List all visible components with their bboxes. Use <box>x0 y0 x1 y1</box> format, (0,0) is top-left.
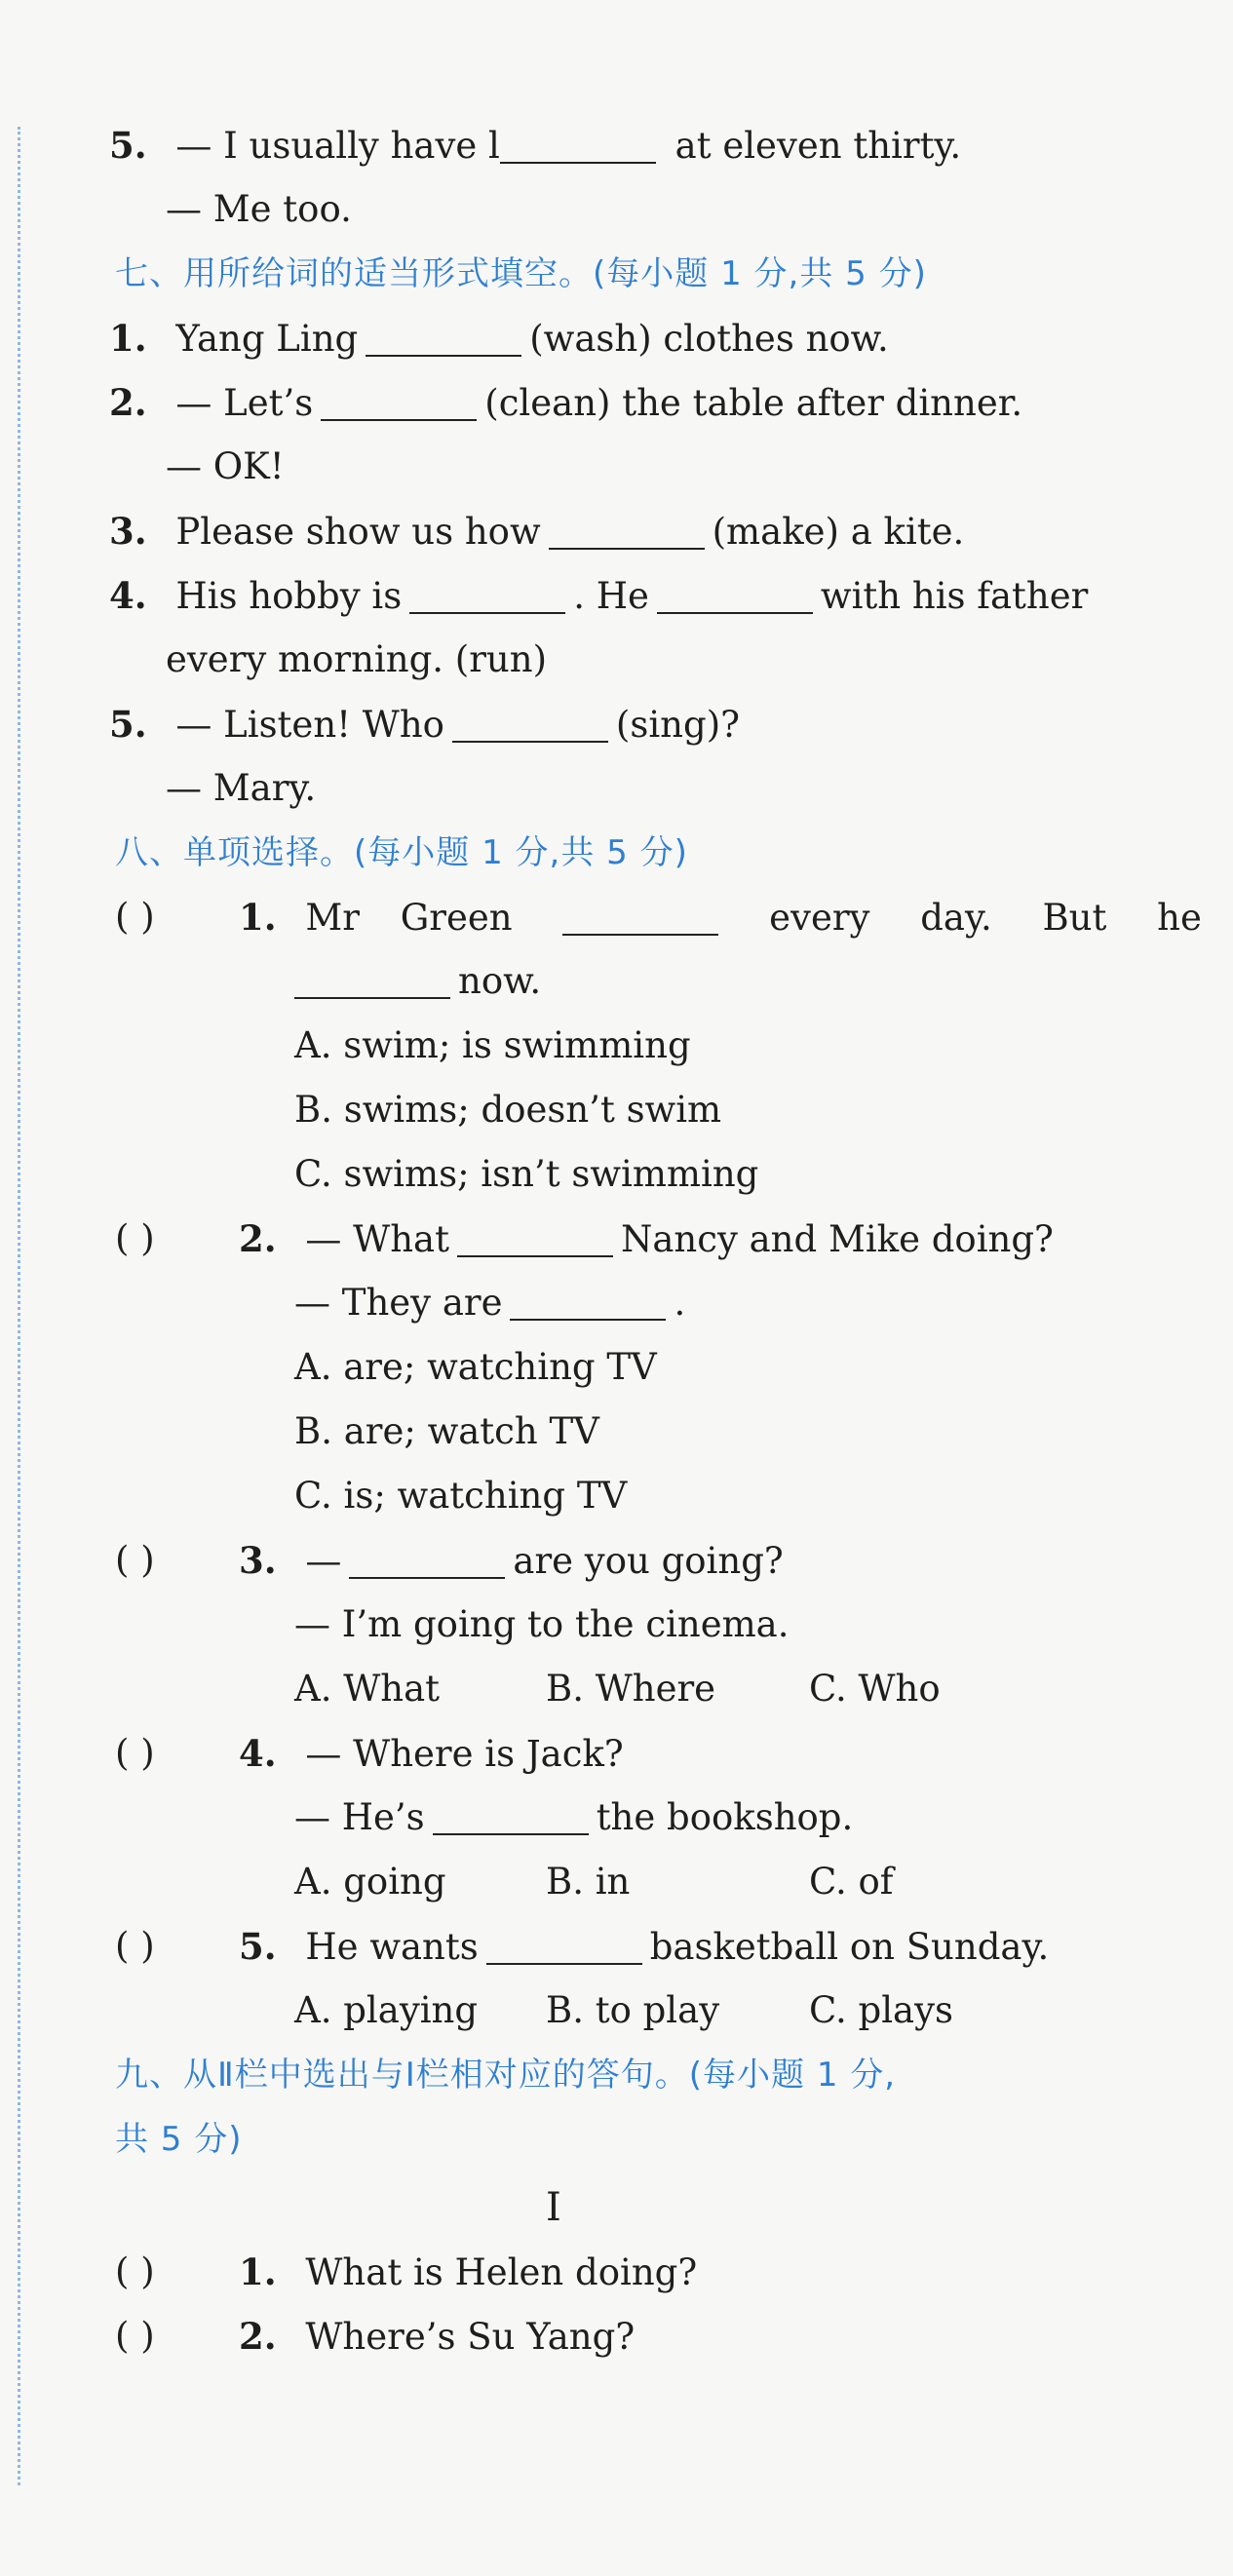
s9-q2-text <box>239 2312 635 2361</box>
answer-blank[interactable] <box>321 383 477 421</box>
s8-q1-line <box>115 893 155 942</box>
question-text: — Where is Jack? <box>305 1733 624 1775</box>
question-text: now. <box>458 960 542 1002</box>
s8-q3-cont: — I’m going to the cinema. <box>294 1603 790 1645</box>
question-text: His hobby is <box>175 575 403 617</box>
s7-q3-line <box>109 507 964 556</box>
question-number: 5. <box>109 124 147 167</box>
question-text: . He <box>573 575 649 617</box>
section-9-heading-cont: 共 5 分) <box>115 2120 243 2159</box>
s6-q5-line <box>109 121 961 170</box>
s7-q5-line <box>109 700 740 749</box>
question-text: at eleven thirty. <box>674 125 962 167</box>
question-number: 3. <box>109 510 147 553</box>
word: Mr <box>305 897 360 939</box>
s8-q2-paren[interactable]: ( ) <box>115 1217 155 1259</box>
question-text: — He’s <box>294 1796 425 1838</box>
s9-q2-paren[interactable]: ( ) <box>115 2315 155 2357</box>
s9-q1-paren[interactable]: ( ) <box>115 2250 155 2292</box>
question-text: What is Helen doing? <box>305 2251 698 2293</box>
s8-q4-text <box>239 1729 624 1778</box>
s8-q5-option-a: A. playing <box>294 1989 479 2031</box>
s8-q2-option-c: C. is; watching TV <box>294 1475 628 1517</box>
question-number: 3. <box>239 1539 277 1582</box>
question-number: 5. <box>239 1925 277 1968</box>
question-number: 1. <box>109 317 147 360</box>
s8-q5-paren[interactable]: ( ) <box>115 1925 155 1967</box>
s8-q3-option-b: B. Where <box>546 1668 716 1710</box>
question-text: with his father <box>820 575 1089 617</box>
answer-blank[interactable] <box>500 126 656 164</box>
question-text: (make) a kite. <box>712 511 965 553</box>
question-number: 2. <box>109 381 147 424</box>
s8-q5-option-c: C. plays <box>809 1989 953 2031</box>
word: Green <box>400 897 513 939</box>
s8-q1-option-b: B. swims; doesn’t swim <box>294 1089 722 1131</box>
s8-q1-cont <box>294 957 541 1006</box>
s8-q5-option-b: B. to play <box>546 1989 720 2031</box>
question-text: — <box>305 1540 342 1582</box>
word: every <box>769 897 870 939</box>
answer-paren[interactable]: ( ) <box>115 896 155 938</box>
question-text: . <box>674 1282 686 1324</box>
s8-q4-paren[interactable]: ( ) <box>115 1732 155 1774</box>
section-7-heading: 七、用所给词的适当形式填空。(每小题 1 分,共 5 分) <box>115 254 927 293</box>
s8-q2-text <box>239 1214 1054 1263</box>
question-text: Where’s Su Yang? <box>305 2316 636 2358</box>
question-number: 2. <box>239 1217 277 1260</box>
s6-q5-reply: — Me too. <box>166 188 352 230</box>
s7-q5-reply: — Mary. <box>166 767 317 809</box>
question-text: basketball on Sunday. <box>649 1926 1050 1968</box>
word: day. <box>920 897 992 939</box>
question-text: He wants <box>305 1926 479 1968</box>
question-text: the bookshop. <box>596 1796 854 1838</box>
question-number: 5. <box>109 703 147 746</box>
answer-blank[interactable] <box>562 898 718 936</box>
question-text: Nancy and Mike doing? <box>620 1218 1054 1260</box>
s7-q4-cont: every morning. (run) <box>166 638 548 680</box>
answer-blank[interactable] <box>549 512 705 550</box>
answer-blank[interactable] <box>409 576 565 614</box>
section-8-heading: 八、单项选择。(每小题 1 分,共 5 分) <box>115 833 688 872</box>
s8-q2-option-a: A. are; watching TV <box>294 1346 657 1388</box>
question-number: 1. <box>239 896 277 939</box>
question-text: (sing)? <box>615 704 740 746</box>
word: But <box>1042 897 1107 939</box>
answer-blank[interactable] <box>486 1927 642 1965</box>
s8-q1-text <box>239 893 1202 942</box>
s8-q4-option-c: C. of <box>809 1861 894 1903</box>
s7-q2-reply: — OK! <box>166 445 285 487</box>
question-text: — They are <box>294 1282 503 1324</box>
s8-q3-option-c: C. Who <box>809 1668 941 1710</box>
question-text: (wash) clothes now. <box>529 318 889 360</box>
s8-q4-cont <box>294 1793 853 1842</box>
question-text: — Listen! Who <box>175 704 444 746</box>
answer-blank[interactable] <box>349 1541 505 1579</box>
s8-q3-text <box>239 1536 784 1585</box>
s8-q2-cont <box>294 1279 685 1327</box>
answer-blank[interactable] <box>452 705 608 743</box>
s9-q1-text <box>239 2248 697 2296</box>
question-number: 1. <box>239 2250 277 2293</box>
section-9-heading: 九、从Ⅱ栏中选出与Ⅰ栏相对应的答句。(每小题 1 分, <box>115 2056 897 2095</box>
word: he <box>1157 897 1202 939</box>
s8-q2-option-b: B. are; watch TV <box>294 1410 599 1452</box>
s7-q1-line <box>109 314 889 363</box>
answer-blank[interactable] <box>294 961 450 999</box>
s8-q4-option-a: A. going <box>294 1861 446 1903</box>
question-text: are you going? <box>513 1540 784 1582</box>
binding-margin-line <box>18 127 20 2485</box>
answer-blank[interactable] <box>510 1283 666 1321</box>
question-number: 2. <box>239 2315 277 2358</box>
question-text: Please show us how <box>175 511 541 553</box>
s7-q2-line <box>109 378 1022 427</box>
question-text: (clean) the table after dinner. <box>484 382 1023 424</box>
answer-blank[interactable] <box>657 576 813 614</box>
question-text: — What <box>305 1218 449 1260</box>
s8-q5-text <box>239 1922 1049 1971</box>
question-number: 4. <box>109 574 147 617</box>
answer-blank[interactable] <box>366 319 521 357</box>
s8-q3-paren[interactable]: ( ) <box>115 1539 155 1581</box>
question-number: 4. <box>239 1732 277 1775</box>
question-text: Yang Ling <box>175 318 359 360</box>
column-i-label: Ⅰ <box>546 2185 561 2230</box>
s8-q4-option-b: B. in <box>546 1861 631 1903</box>
s7-q4-line <box>109 571 1088 620</box>
question-text: — Let’s <box>175 382 314 424</box>
s8-q1-option-c: C. swims; isn’t swimming <box>294 1153 759 1195</box>
answer-blank[interactable] <box>433 1797 589 1835</box>
s8-q1-option-a: A. swim; is swimming <box>294 1024 691 1066</box>
s8-q3-option-a: A. What <box>294 1668 441 1710</box>
question-text: — I usually have l <box>175 125 500 167</box>
answer-blank[interactable] <box>457 1219 613 1257</box>
